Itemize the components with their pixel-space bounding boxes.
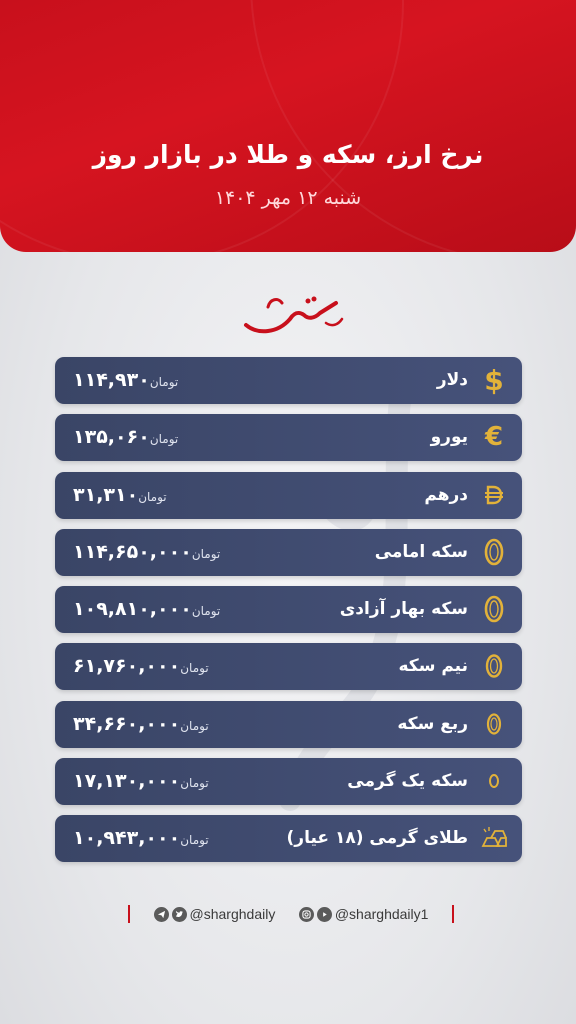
social-group-right	[299, 906, 429, 922]
row-label: دلار	[436, 370, 468, 390]
row-price	[73, 472, 173, 519]
price-row-one-gram-coin	[55, 758, 522, 805]
social-group-left	[154, 906, 276, 922]
row-value: ۳۱,۳۱۰	[73, 483, 139, 506]
row-unit: تومان	[149, 432, 179, 447]
price-row-bahar-azadi-coin	[55, 586, 522, 633]
dirham-icon	[480, 481, 508, 509]
price-row-emami-coin	[55, 529, 522, 576]
page-date: شنبه ۱۲ مهر ۱۴۰۴	[214, 187, 362, 209]
coin-icon	[480, 710, 508, 738]
price-row-dollar	[55, 357, 522, 404]
row-label: سکه بهار آزادی	[339, 599, 468, 620]
row-value: ۱۳۵,۰۶۰	[73, 426, 150, 449]
coin-icon	[480, 538, 508, 566]
row-unit: تومان	[180, 661, 209, 676]
twitter-handle[interactable]: @sharghdaily	[189, 906, 276, 922]
decor-arc	[250, 0, 576, 252]
row-price	[73, 758, 215, 805]
gold-bar-icon	[480, 824, 508, 852]
social-footer	[128, 902, 454, 926]
row-price	[73, 357, 184, 404]
youtube-icon[interactable]	[317, 907, 332, 922]
row-price	[73, 815, 215, 862]
row-label: نیم سکه	[398, 656, 468, 677]
row-unit: تومان	[138, 489, 167, 504]
shargh-logo	[238, 285, 348, 340]
row-label: درهم	[424, 484, 468, 505]
row-value: ۱۱۴,۶۵۰,۰۰۰	[73, 540, 192, 563]
row-price	[73, 586, 226, 633]
price-list	[55, 357, 522, 873]
row-label: یورو	[430, 427, 468, 448]
row-label: سکه یک گرمی	[347, 771, 468, 792]
page-title: نرخ ارز، سکه و طلا در بازار روز	[92, 140, 484, 169]
dollar-icon: $	[484, 363, 504, 397]
row-unit: تومان	[149, 375, 179, 389]
telegram-icon[interactable]	[154, 907, 169, 922]
row-unit: تومان	[191, 546, 221, 561]
header-banner	[0, 0, 576, 252]
instagram-handle[interactable]: @sharghdaily1	[334, 906, 429, 922]
row-value: ۱۰,۹۴۳,۰۰۰	[73, 827, 181, 850]
price-row-dirham	[55, 472, 522, 519]
row-value: ۱۰۹,۸۱۰,۰۰۰	[73, 598, 192, 621]
row-unit: تومان	[180, 718, 209, 733]
row-price	[73, 414, 184, 461]
row-price	[73, 529, 226, 576]
instagram-icon[interactable]	[299, 907, 314, 922]
euro-icon: €	[484, 422, 504, 453]
row-value: ۳۴,۶۶۰,۰۰۰	[73, 712, 181, 735]
price-row-euro	[55, 414, 522, 461]
row-unit: تومان	[191, 604, 221, 619]
row-label: سکه امامی	[374, 541, 468, 562]
row-label: ربع سکه	[397, 713, 468, 734]
footer-divider	[128, 905, 130, 923]
row-price	[73, 701, 215, 748]
twitter-icon[interactable]	[172, 907, 187, 922]
row-unit: تومان	[180, 833, 209, 848]
row-label: طلای گرمی (۱۸ عیار)	[286, 828, 468, 849]
footer-divider	[452, 905, 454, 923]
price-row-quarter-coin	[55, 701, 522, 748]
coin-icon	[480, 652, 508, 680]
small-coin-icon	[480, 767, 508, 795]
coin-icon	[480, 595, 508, 623]
row-value: ۱۱۴,۹۳۰	[73, 369, 150, 391]
price-row-gold-gram	[55, 815, 522, 862]
price-row-half-coin	[55, 643, 522, 690]
row-price	[73, 643, 215, 690]
row-unit: تومان	[180, 776, 209, 791]
row-value: ۱۷,۱۳۰,۰۰۰	[73, 770, 181, 793]
row-value: ۶۱,۷۶۰,۰۰۰	[73, 655, 181, 678]
